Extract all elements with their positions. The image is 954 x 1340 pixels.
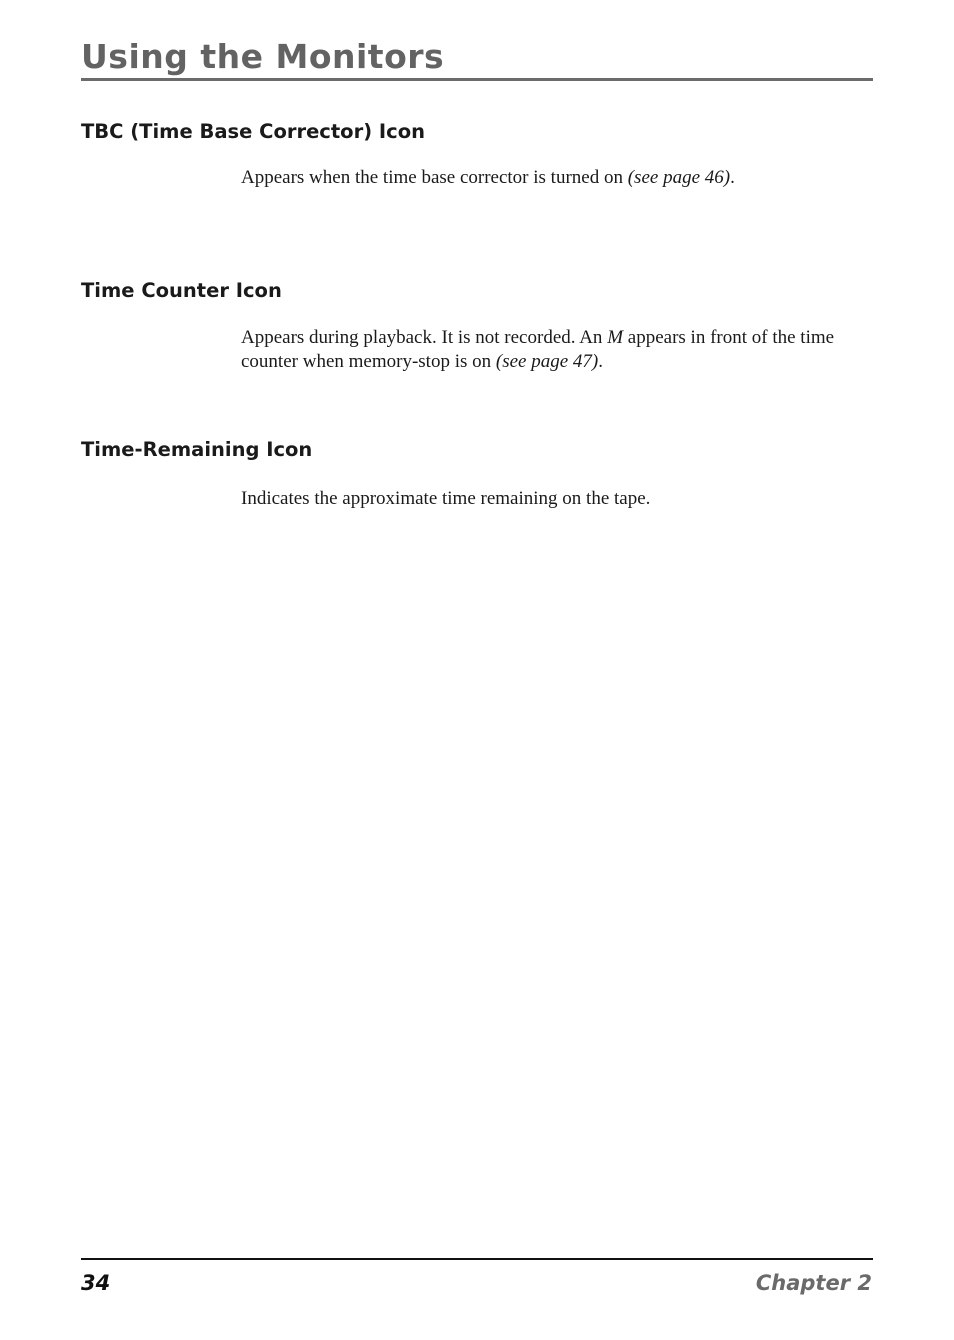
body-text-end: . xyxy=(730,167,735,188)
body-text: Appears during playback. It is not recorded. An xyxy=(241,327,608,348)
page-reference: (see page 46) xyxy=(627,167,731,188)
emphasis-letter: M xyxy=(607,327,624,348)
body-text: Appears when the time base corrector is turned on xyxy=(241,167,628,188)
section-body-time-remaining xyxy=(241,487,856,511)
footer-divider xyxy=(81,1258,873,1260)
section-body-time-counter xyxy=(241,326,856,374)
page-number: 34 xyxy=(81,1271,111,1295)
body-text-end: . xyxy=(598,351,603,372)
section-body-tbc xyxy=(241,166,856,190)
chapter-label: Chapter 2 xyxy=(755,1271,872,1295)
body-text: Indicates the approximate time remaining on the tape. xyxy=(241,488,651,509)
title-divider xyxy=(81,78,873,81)
body-text-continued: appears in front of the time counter when memory-stop is on xyxy=(241,327,835,372)
section-heading-time-counter: Time Counter Icon xyxy=(81,279,282,302)
section-heading-time-remaining: Time-Remaining Icon xyxy=(81,438,313,461)
page-reference: (see page 47) xyxy=(495,351,599,372)
page-title: Using the Monitors xyxy=(81,37,445,76)
section-heading-tbc: TBC (Time Base Corrector) Icon xyxy=(81,120,425,143)
